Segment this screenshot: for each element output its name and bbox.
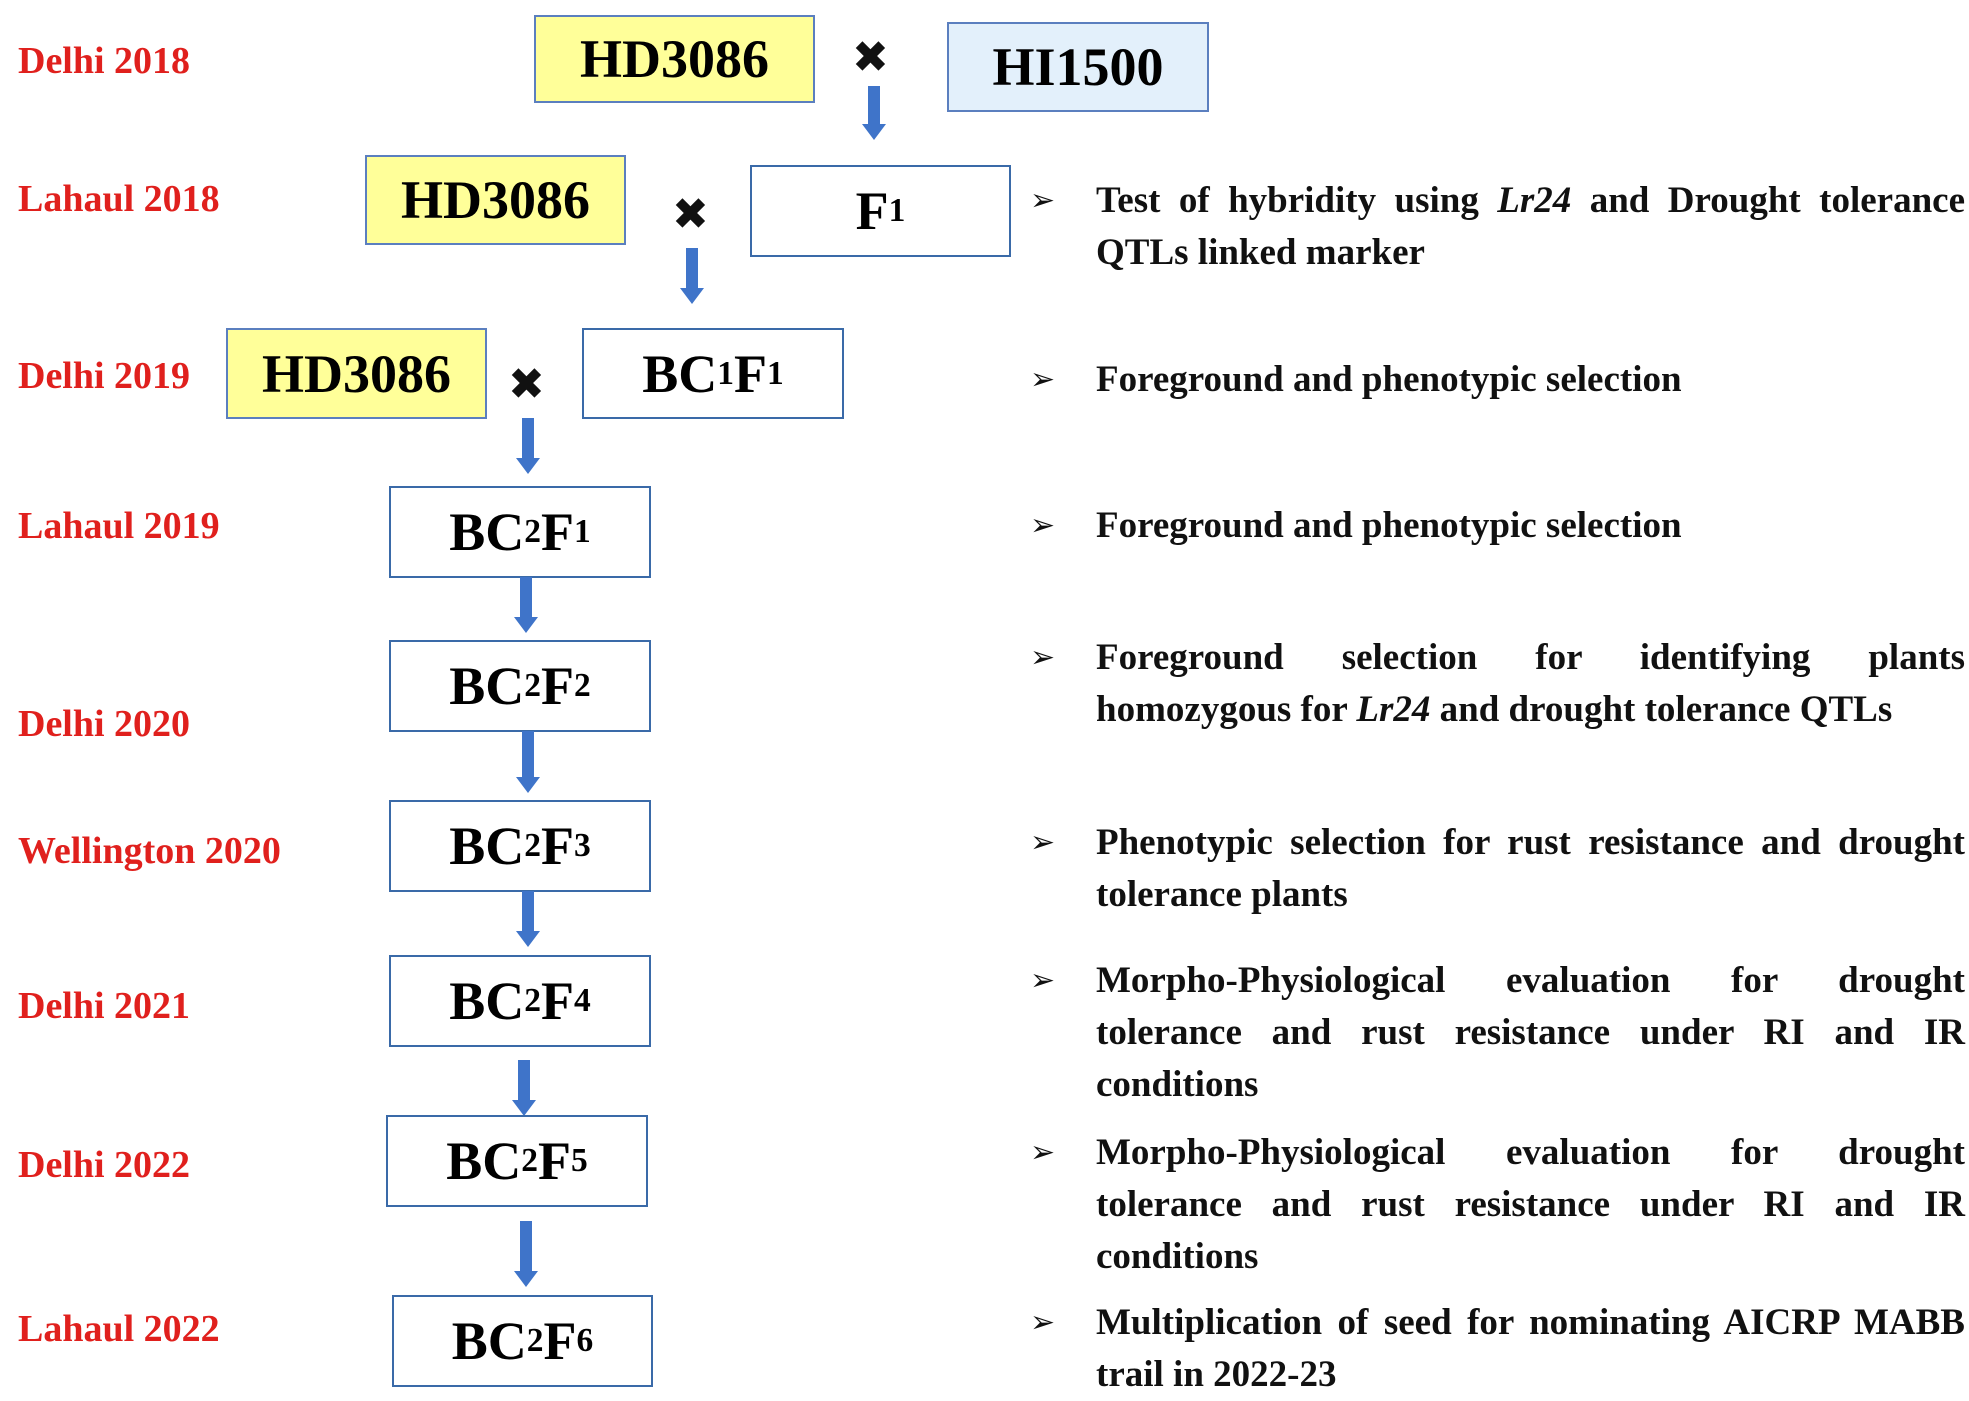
recurrent-parent-box bbox=[226, 328, 487, 419]
note-item bbox=[1030, 632, 1965, 736]
season-label: Lahaul 2022 bbox=[18, 1308, 220, 1350]
generation-box-bc2f1: BC 2 F 1 bbox=[389, 486, 651, 578]
generation-prefix: BC bbox=[449, 971, 525, 1031]
down-arrow-icon bbox=[514, 577, 538, 633]
down-arrow-icon bbox=[680, 248, 704, 304]
parent-label: HD3086 bbox=[401, 170, 590, 230]
generation-base: F bbox=[541, 816, 574, 876]
note-text: Foreground and phenotypic selection bbox=[1096, 505, 1682, 546]
generation-base: F bbox=[541, 656, 574, 716]
down-arrow-icon bbox=[862, 86, 886, 140]
generation-base: F bbox=[734, 343, 767, 404]
note-item bbox=[1030, 955, 1965, 1111]
note-text: Foreground selection for identifying plants homozygous for Lr24 and drought tolerance QTLs bbox=[1096, 637, 1965, 730]
generation-box-bc2f2: BC 2 F 2 bbox=[389, 640, 651, 732]
cross-icon: ✖ bbox=[508, 359, 545, 410]
generation-prefix: BC bbox=[451, 1311, 527, 1371]
generation-box-bc2f6: BC 2 F 6 bbox=[392, 1295, 653, 1387]
generation-base: F bbox=[541, 971, 574, 1031]
generation-box-bc2f4: BC 2 F 4 bbox=[389, 955, 651, 1047]
donor-parent-box bbox=[947, 22, 1209, 112]
generation-prefix: BC bbox=[449, 656, 525, 716]
season-label: Delhi 2019 bbox=[18, 355, 191, 397]
note-text: Morpho-Physiological evaluation for drought tolerance and rust resistance under RI and IR conditions bbox=[1096, 1132, 1965, 1277]
season-label: Delhi 2021 bbox=[18, 985, 191, 1027]
bullet-arrow-icon: ➢ bbox=[1030, 640, 1056, 675]
recurrent-parent-box bbox=[365, 155, 626, 245]
generation-base: F bbox=[855, 181, 889, 241]
generation-base: F bbox=[543, 1311, 577, 1371]
generation-prefix: BC bbox=[449, 502, 525, 562]
note-item bbox=[1030, 1127, 1965, 1283]
note-text: Phenotypic selection for rust resistance and drought tolerance plants bbox=[1096, 822, 1965, 915]
bullet-arrow-icon: ➢ bbox=[1030, 508, 1056, 543]
note-item bbox=[1030, 1297, 1965, 1401]
down-arrow-icon bbox=[512, 1060, 536, 1116]
note-text: Foreground and phenotypic selection bbox=[1096, 359, 1682, 400]
note-item bbox=[1030, 354, 1965, 406]
note-text: Multiplication of seed for nominating AICRP MABB trail in 2022-23 bbox=[1096, 1302, 1965, 1395]
note-text: Test of hybridity using Lr24 and Drought tolerance QTLs linked marker bbox=[1096, 180, 1965, 273]
generation-prefix: BC bbox=[449, 816, 525, 876]
down-arrow-icon bbox=[516, 891, 540, 947]
season-label: Delhi 2018 bbox=[18, 40, 191, 82]
cross-icon: ✖ bbox=[672, 189, 709, 240]
down-arrow-icon bbox=[514, 1221, 538, 1287]
note-item bbox=[1030, 500, 1965, 552]
bullet-arrow-icon: ➢ bbox=[1030, 1305, 1056, 1340]
bullet-arrow-icon: ➢ bbox=[1030, 825, 1056, 860]
down-arrow-icon bbox=[516, 731, 540, 793]
generation-base: F bbox=[538, 1131, 571, 1191]
bullet-arrow-icon: ➢ bbox=[1030, 183, 1056, 218]
note-item bbox=[1030, 817, 1965, 921]
generation-prefix: BC bbox=[642, 343, 718, 404]
season-label: Wellington 2020 bbox=[18, 830, 281, 872]
generation-box-f1: F 1 bbox=[750, 165, 1011, 257]
bullet-arrow-icon: ➢ bbox=[1030, 362, 1056, 397]
generation-box-bc2f3: BC 2 F 3 bbox=[389, 800, 651, 892]
down-arrow-icon bbox=[516, 418, 540, 474]
season-label: Delhi 2020 bbox=[18, 703, 191, 745]
parent-label: HI1500 bbox=[992, 37, 1164, 97]
generation-box-bc2f5: BC 2 F 5 bbox=[386, 1115, 648, 1207]
generation-box-bc1f1: BC 1 F 1 bbox=[582, 328, 844, 419]
generation-base: F bbox=[541, 502, 574, 562]
generation-prefix: BC bbox=[446, 1131, 522, 1191]
season-label: Delhi 2022 bbox=[18, 1144, 191, 1186]
parent-label: HD3086 bbox=[262, 343, 451, 404]
bullet-arrow-icon: ➢ bbox=[1030, 963, 1056, 998]
bullet-arrow-icon: ➢ bbox=[1030, 1135, 1056, 1170]
season-label: Lahaul 2019 bbox=[18, 505, 220, 547]
parent-label: HD3086 bbox=[580, 29, 769, 89]
note-text: Morpho-Physiological evaluation for drought tolerance and rust resistance under RI and IR conditions bbox=[1096, 960, 1965, 1105]
cross-icon: ✖ bbox=[852, 32, 889, 83]
season-label: Lahaul 2018 bbox=[18, 178, 220, 220]
note-item bbox=[1030, 175, 1965, 279]
recurrent-parent-box bbox=[534, 15, 815, 103]
